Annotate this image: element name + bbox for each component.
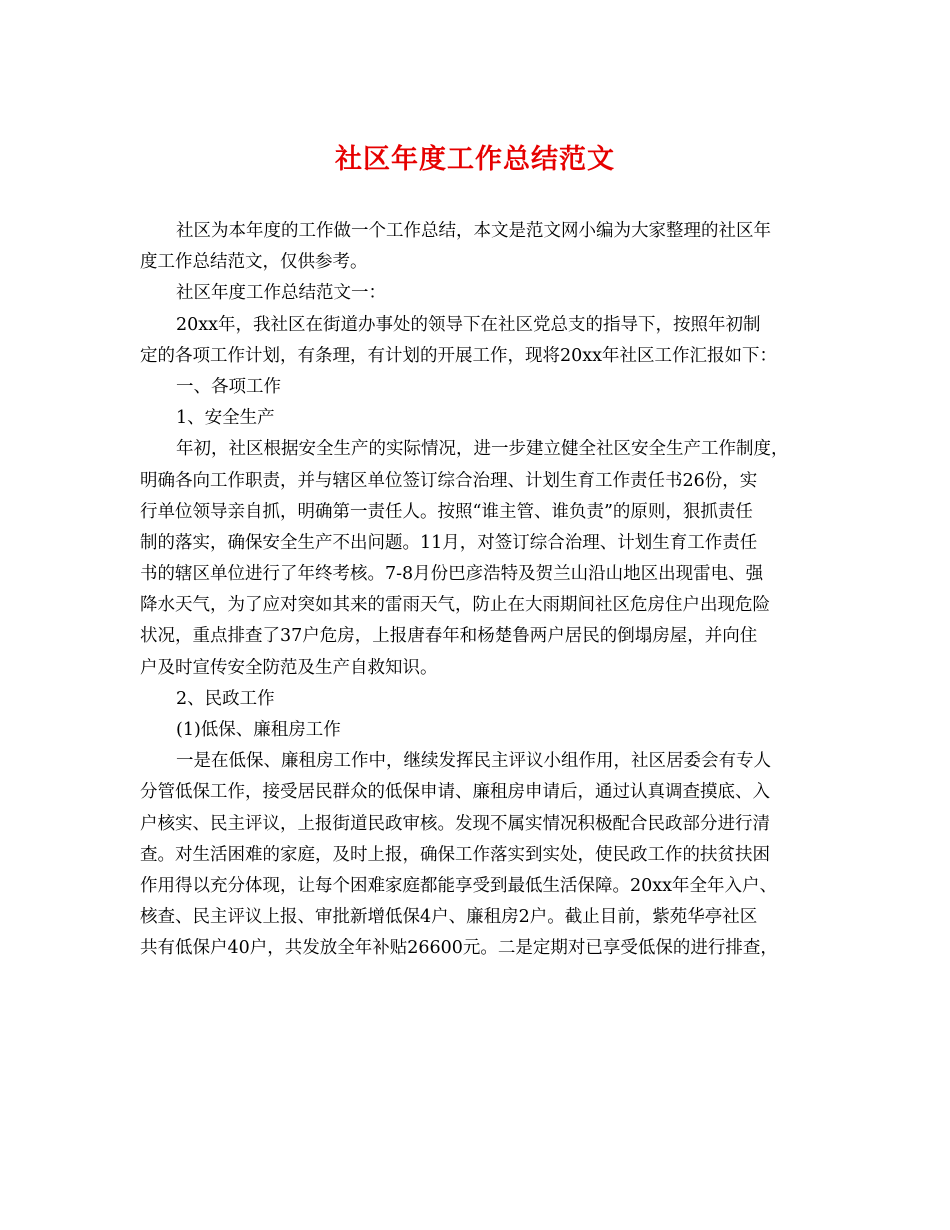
body-text-line: 制的落实，确保安全生产不出问题。11月，对签订综合治理、计划生育工作责任 [140,532,758,553]
body-text-line: 明确各向工作职责，并与辖区单位签订综合治理、计划生育工作责任书26份，实 [140,470,758,491]
body-text-line: 核查、民主评议上报、审批新增低保4户、廉租房2户。截止目前，紫苑华亭社区 [140,907,758,928]
body-text-line: 1、安全生产 [176,408,275,429]
body-text-line: 户及时宣传安全防范及生产自救知识。 [140,657,438,678]
body-text-line: 户核实、民主评议，上报街道民政审核。发现不属实情况积极配合民政部分进行清 [140,813,770,834]
body-text-line: 分管低保工作，接受居民群众的低保申请、廉租房申请后，通过认真调查摸底、入 [140,782,770,803]
document-body [140,216,820,965]
body-text-line: 降水天气，为了应对突如其来的雷雨天气，防止在大雨期间社区危房住户出现危险 [140,595,770,616]
body-text-line: 作用得以充分体现，让每个困难家庭都能享受到最低生活保障。20xx年全年入户、 [140,875,778,896]
body-text-line: 状况，重点排查了37户危房，上报唐春年和杨楚鲁两户居民的倒塌房屋，并向住 [140,626,758,647]
body-text-line: 2、民政工作 [176,688,275,709]
body-text-line: (1)低保、廉租房工作 [176,720,341,740]
body-text-line: 度工作总结范文，仅供参考。 [140,252,368,273]
body-text-line: 行单位领导亲自抓，明确第一责任人。按照“谁主管、谁负责”的原则，狠抓责任 [140,501,753,522]
body-text-line: 定的各项工作计划，有条理，有计划的开展工作，现将20xx年社区工作汇报如下： [140,345,778,366]
body-text-line: 年初，社区根据安全生产的实际情况，进一步建立健全社区安全生产工作制度， [176,439,789,460]
body-text-line: 社区年度工作总结范文一： [176,283,386,304]
body-text-line: 共有低保户40户，共发放全年补贴26600元。二是定期对已享受低保的进行排查， [140,938,778,959]
body-text-line: 一、各项工作 [176,376,281,397]
body-text-line: 书的辖区单位进行了年终考核。7-8月份巴彦浩特及贺兰山沿山地区出现雷电、强 [140,564,764,585]
body-text-line: 社区为本年度的工作做一个工作总结，本文是范文网小编为大家整理的社区年 [176,221,771,241]
document-title: 社区年度工作总结范文 [335,144,615,175]
body-text-line: 20xx年，我社区在街道办事处的领导下在社区党总支的指导下，按照年初制 [176,314,761,335]
body-text-line: 一是在低保、廉租房工作中，继续发挥民主评议小组作用，社区居委会有专人 [176,751,771,772]
body-text-line: 查。对生活困难的家庭，及时上报，确保工作落实到实处，使民政工作的扶贫扶困 [140,844,770,865]
